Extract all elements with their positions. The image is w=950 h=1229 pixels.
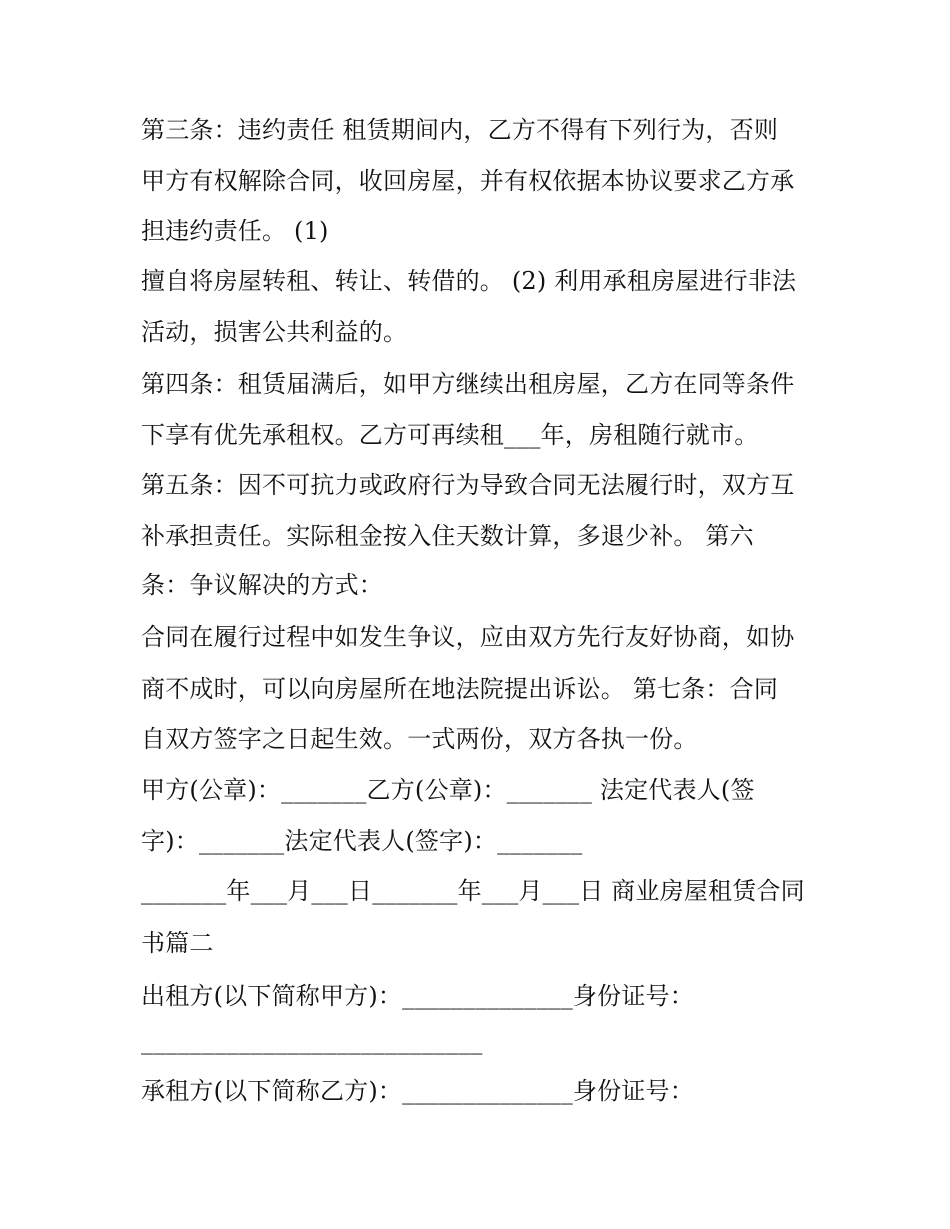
lessor-id-blank: ____________________________ [141,1027,483,1055]
lessee-line: 承租方(以下简称乙方)：______________身份证号： [141,1077,694,1105]
date-line: _______年___月___日_______年___月___日 商业房屋租赁合同 [141,877,805,905]
text-line: 合同在履行过程中如发生争议，应由双方先行友好协商，如协 [141,623,795,651]
text-line: 自双方签字之日起生效。一式两份，双方各执一份。 [141,725,698,753]
section-title: 书篇二 [141,929,214,957]
signature-line-parties: 甲方(公章)：_______乙方(公章)：_______ 法定代表人(签 [141,776,755,804]
text-line: 活动，损害公共利益的。 [141,318,408,346]
text-line: 下享有优先承租权。乙方可再续租___年，房租随行就市。 [141,421,759,449]
lessor-line: 出租方(以下简称甲方)：______________身份证号： [141,982,694,1010]
signature-line-representatives: 字)：_______法定代表人(签字)：_______ [141,827,583,855]
text-line: 补承担责任。实际租金按入住天数计算，多退少补。 第六 [141,522,754,550]
text-line: 条：争议解决的方式： [141,571,383,599]
text-line: 第四条：租赁届满后，如甲方继续出租房屋，乙方在同等条件 [141,370,795,398]
text-line: 商不成时，可以向房屋所在地法院提出诉讼。 第七条：合同 [141,675,779,703]
text-line: 擅自将房屋转租、转让、转借的。 (2) 利用承租房屋进行非法 [141,267,797,295]
text-line: 担违约责任。 (1) [141,217,329,245]
text-line: 甲方有权解除合同，收回房屋，并有权依据本协议要求乙方承 [141,167,795,195]
text-line: 第三条：违约责任 租赁期间内，乙方不得有下列行为，否则 [141,116,779,144]
text-line: 第五条：因不可抗力或政府行为导致合同无法履行时，双方互 [141,471,795,499]
